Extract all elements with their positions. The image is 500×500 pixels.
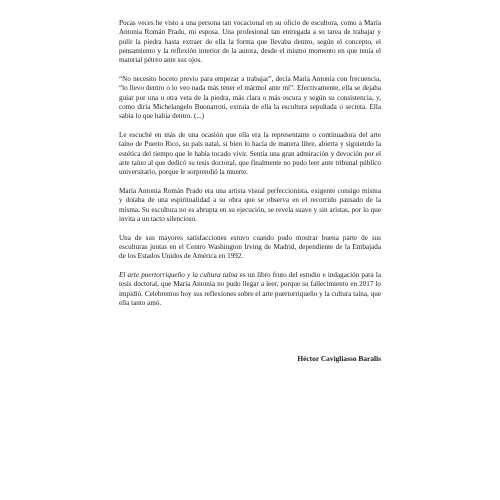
paragraph-1: Pocas veces he visto a una persona tan vocacional en su oficio de escultora, como a María Antonia Román Prado, mi esposa. Una profesional tan entregada a su tarea de trabajar y pulir la piedra hasta extraer de ella la forma que llevaba dentro, según el concepto, el pensamiento y la reflexión interior de la autora, desde el mismo momento en que tenía el material pétreo ante sus ojos. <box>119 19 381 65</box>
paragraph-6 <box>119 271 381 308</box>
paragraph-6-text: es un libro fruto del estudio e indagación para la tesis doctoral, que María Antonia no pudo llegar a leer, porque su fallecimiento en 2017 lo impidió. Celebremos hoy sus reflexiones sobre el arte puertorriqueño y la cultura taína, que ella tanto amó. <box>119 271 381 308</box>
paragraph-4: María Antonia Román Prado era una artista visual perfeccionista, exigente consigo misma y dotaba de una espiritualidad a su obra que se observa en el recorrido pausado de la misma. Su escultura no es abrupta en su ejecución, se revela suave y sin aristas, por lo que invita a un tacto silencioso. <box>119 187 381 224</box>
author-signature: Héctor Cavigliasso Baralis <box>297 354 381 363</box>
book-title: El arte puertorriqueño y la cultura taína <box>119 271 238 280</box>
paragraph-5: Una de sus mayores satisfacciones estuvo cuando pudo mostrar buena parte de sus esculturas juntas en el Centro Washington Irving de Madrid, dependiente de la Embajada de los Estados Unidos de América en 1992. <box>119 233 381 261</box>
paragraph-3: Le escuché en más de una ocasión que ella era la representante o continuadora del arte taíno de Puerto Rico, su país natal, si bien lo hacía de manera libre, abierta y siguiendo la estética del tiempo que le había tocado vivir. Sentía una gran admiración y devoción por el arte taíno al que dedicó su tesis doctoral, que finalmente no pudo leer ante tribunal público universitario, porque le sorprendió la muerte. <box>119 131 381 177</box>
paragraph-2: “No necesito boceto previo para empezar a trabajar”, decía María Antonia con frecuencia, “lo llevo dentro o lo veo nada más tener el mármol ante mí”. Efectivamente, ella se dejaba guiar por una u otra veta de la piedra, más clara o más oscura y según su consistencia, y, como diría Michelangelo Buonarroti, extraía de ella la escultura sepultada o secreta. Ella sabía lo que había dentro. (...) <box>119 75 381 121</box>
text-body <box>119 19 381 318</box>
